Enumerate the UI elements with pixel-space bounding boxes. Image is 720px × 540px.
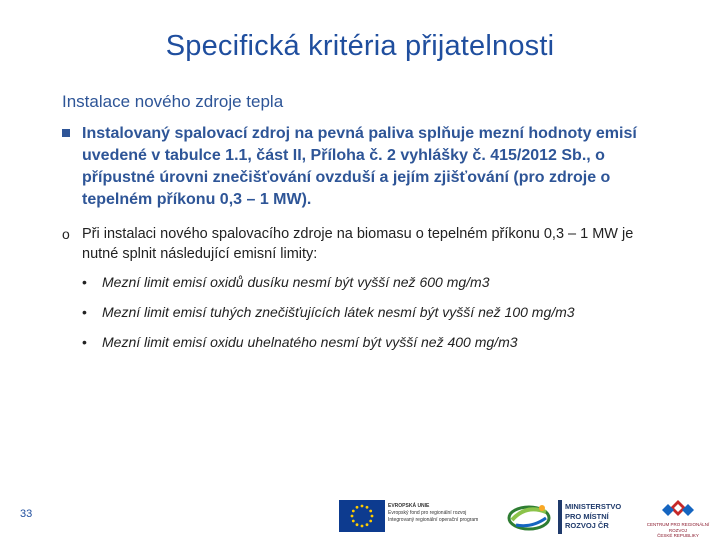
mmr-logo-text (565, 502, 621, 531)
mmr-line3: ROZVOJ ČR (565, 521, 609, 530)
square-bullet-icon (62, 129, 70, 137)
level1-text: Instalovaný spalovací zdroj na pevná paliva splňuje mezní hodnoty emisí uvedené v tabulce 1.1, část II, Příloha č. 2 vyhlášky č. 415/2012 Sb., o přípustné úrovni znečišťování ovzduší a jejím zjišťování (pro zdroje o tepelném příkonu 0,3 – 1 MW). (82, 125, 637, 208)
limit-co-text: Mezní limit emisí oxidu uhelnatého nesmí být vyšší než 400 mg/m3 (102, 334, 518, 350)
mmr-line2: PRO MÍSTNÍ (565, 511, 609, 521)
slide-title: Specifická kritéria přijatelnosti (165, 30, 555, 62)
level2-bullet-item (62, 224, 662, 264)
mmr-line1: MINISTERSTVO (565, 502, 622, 511)
dot-bullet-icon: • (82, 304, 87, 320)
crr-line2: ČESKÉ REPUBLIKY (657, 533, 699, 538)
dot-bullet-icon: • (82, 274, 87, 290)
eu-line2: Evropský fond pro regionální rozvoj (388, 510, 467, 516)
level3-bullet-item (82, 332, 682, 352)
level1-bullet-item (62, 123, 662, 211)
dot-bullet-icon: • (82, 334, 87, 350)
crr-line1: CENTRUM PRO REGIONÁLNÍ ROZVOJ (646, 522, 710, 533)
circle-bullet-icon: o (62, 226, 70, 242)
crr-logo (640, 498, 716, 522)
crr-logo-text (638, 522, 718, 539)
limit-particulates-text: Mezní limit emisí tuhých znečišťujících látek nesmí být vyšší než 100 mg/m3 (102, 304, 575, 320)
eu-line3: Integrovaný regionální operační program (388, 517, 479, 523)
level3-bullet-item (82, 302, 682, 322)
eu-flag-logo (339, 500, 385, 532)
eu-line1: EVROPSKÁ UNIE (388, 503, 430, 509)
irop-logo (506, 498, 552, 534)
section-subtitle: Instalace nového zdroje tepla (62, 92, 284, 111)
level3-bullet-item (82, 272, 682, 292)
level2-text: Při instalaci nového spalovacího zdroje na biomasu o tepelném příkonu 0,3 – 1 MW je nutné splnit následující emisní limity: (82, 226, 634, 262)
limit-nox-text: Mezní limit emisí oxidů dusíku nesmí být vyšší než 600 mg/m3 (102, 274, 490, 290)
page-number: 33 (20, 508, 33, 520)
eu-logo-text (388, 503, 503, 524)
